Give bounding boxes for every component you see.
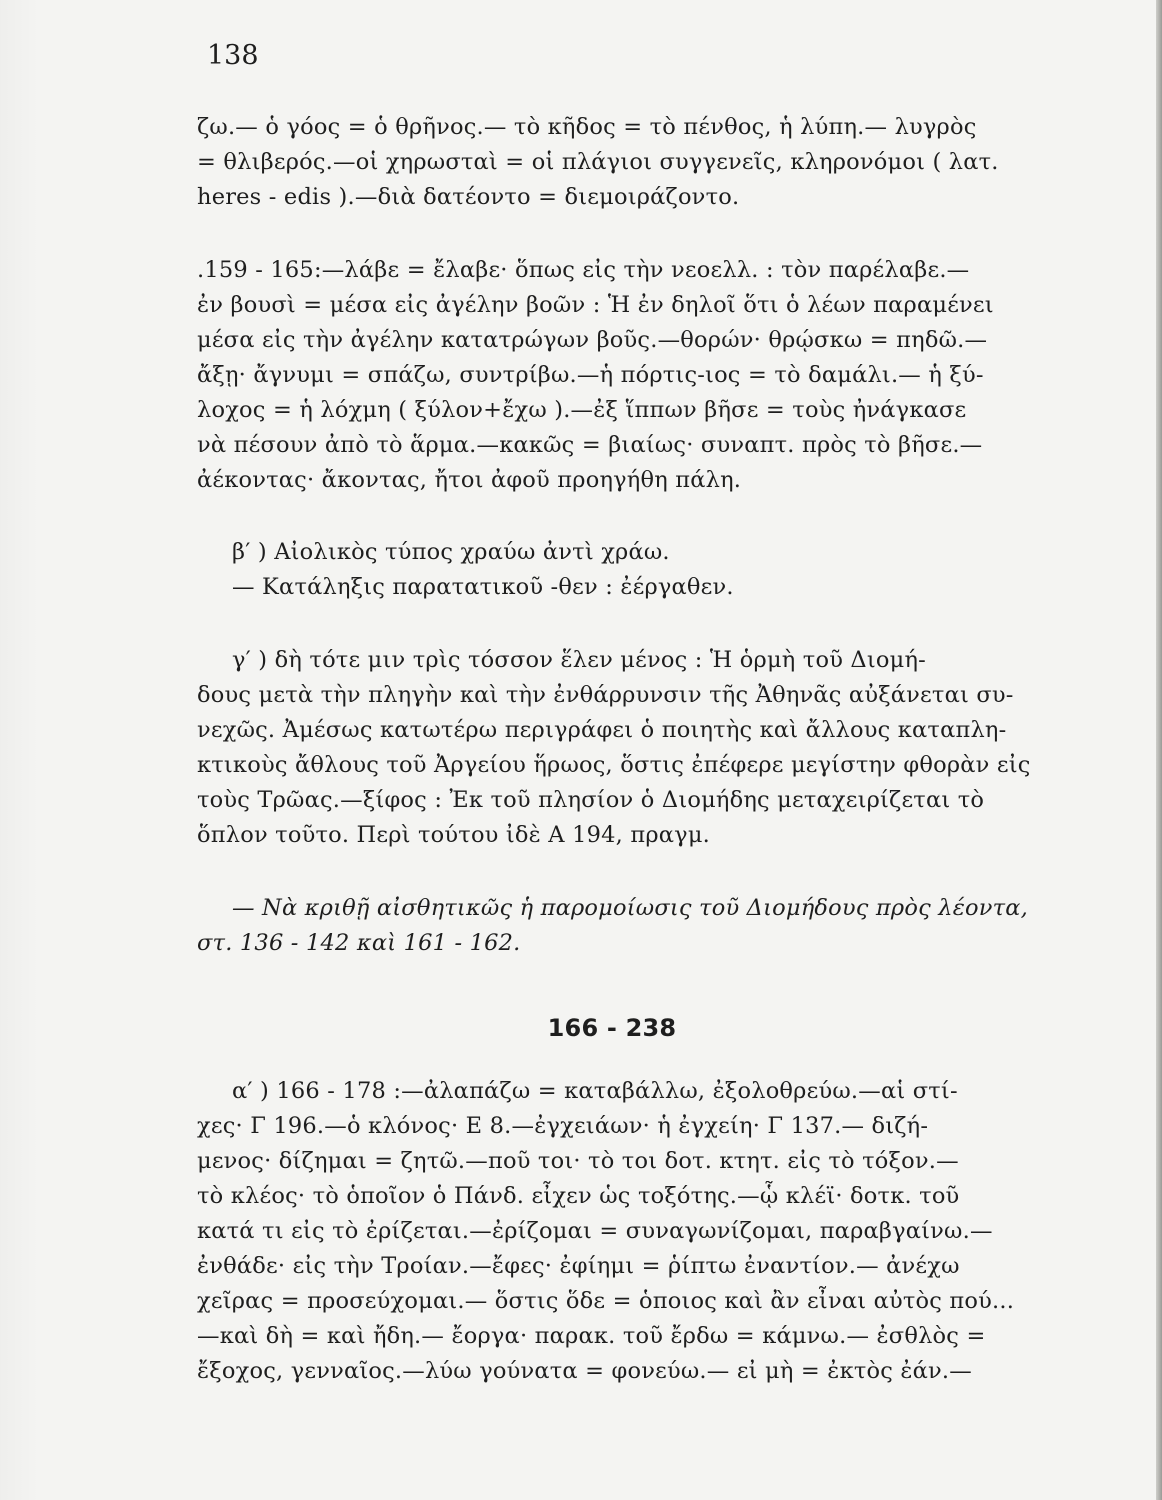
text-line: κατά τι εἰς τὸ ἐρίζεται.—ἐρίζομαι = συναγωνίζομαι, παραβγαίνω.— [197,1218,993,1244]
text-line: α′ ) 166 - 178 :—ἀλαπάζω = καταβάλλω, ἐξολοθρεύω.—αἱ στί- [232,1078,958,1104]
text-line: μέσα εἰς τὴν ἀγέλην κατατρώγων βοῦς.—θορών· θρῴσκω = πηδῶ.— [197,327,988,353]
text-line: ἐνθάδε· εἰς τὴν Τροίαν.—ἔφες· ἐφίημι = ῥίπτω ἐναντίον.— ἀνέχω [197,1253,960,1279]
text-line: heres - edis ).—διὰ δατέοντο = διεμοιράζοντο. [197,184,740,210]
text-line: χεῖρας = προσεύχομαι.— ὅστις ὅδε = ὁποιος καὶ ἂν εἶναι αὐτὸς πού... [197,1288,1015,1314]
text-line: = θλιβερός.—οἱ χηρωσταὶ = οἱ πλάγιοι συγγενεῖς, κληρονόμοι ( λατ. [197,149,999,175]
page-number: 138 [207,40,259,71]
text-line: — Κατάληξις παρατατικοῦ -θεν : ἐέργαθεν. [232,574,734,600]
text-line: τὸ κλέος· τὸ ὁποῖον ὁ Πάνδ. εἶχεν ὡς τοξότης.—ᾧ κλέϊ· δοτκ. τοῦ [197,1183,960,1209]
text-line: ἐν βουσὶ = μέσα εἰς ἀγέλην βοῶν : Ἡ ἐν δηλοῖ ὅτι ὁ λέων παραμένει [197,292,994,318]
text-line: νεχῶς. Ἀμέσως κατωτέρω περιγράφει ὁ ποιητὴς καὶ ἄλλους καταπλη- [197,717,1007,743]
page-edge-shadow [1156,0,1162,1500]
text-line: γ′ ) δὴ τότε μιν τρὶς τόσσον ἕλεν μένος : Ἡ ὁρμὴ τοῦ Διομή- [232,647,926,673]
text-line: τοὺς Τρῶας.—ξίφος : Ἐκ τοῦ πλησίον ὁ Διομήδης μεταχειρίζεται τὸ [197,787,985,813]
text-line: .159 - 165:—λάβε = ἔλαβε· ὅπως εἰς τὴν νεοελλ. : τὸν παρέλαβε.— [197,257,970,283]
text-line: — Νὰ κριθῇ αἰσθητικῶς ἡ παρομοίωσις τοῦ Διομήδους πρὸς λέοντα, [232,895,1028,921]
text-line: κτικοὺς ἄθλους τοῦ Ἀργείου ἥρωος, ὅστις ἐπέφερε μεγίστην φθορὰν εἰς [197,752,1031,778]
section-heading: 166 - 238 [547,1014,677,1042]
text-line: ζω.— ὁ γόος = ὁ θρῆνος.— τὸ κῆδος = τὸ πένθος, ἡ λύπη.— λυγρὸς [197,114,977,140]
text-line: —καὶ δὴ = καὶ ἤδη.— ἔοργα· παρακ. τοῦ ἔρδω = κάμνω.— ἐσθλὸς = [197,1323,986,1349]
text-line: νὰ πέσουν ἀπὸ τὸ ἅρμα.—κακῶς = βιαίως· συναπτ. πρὸς τὸ βῆσε.— [197,432,983,458]
text-line: λοχος = ἡ λόχμη ( ξύλον+ἔχω ).—ἐξ ἵππων βῆσε = τοὺς ἠνάγκασε [197,397,967,423]
text-line: στ. 136 - 142 καὶ 161 - 162. [197,930,521,956]
text-line: χες· Γ 196.—ὁ κλόνος· Ε 8.—ἐγχειάων· ἡ ἐγχείη· Γ 137.— διζή- [197,1113,929,1139]
text-line: β′ ) Αἰολικὸς τύπος χραύω ἀντὶ χράω. [232,539,670,565]
text-line: ὅπλον τοῦτο. Περὶ τούτου ἰδὲ Α 194, πραγμ. [197,822,710,848]
text-line: ἔξοχος, γενναῖος.—λύω γούνατα = φονεύω.— εἰ μὴ = ἐκτὸς ἐάν.— [197,1358,972,1384]
text-line: μενος· δίζημαι = ζητῶ.—ποῦ τοι· τὸ τοι δοτ. κτητ. εἰς τὸ τόξον.— [197,1148,959,1174]
text-line: ἀέκοντας· ἄκοντας, ἤτοι ἀφοῦ προηγήθη πάλη. [197,467,742,493]
text-line: ἄξῃ· ἄγνυμι = σπάζω, συντρίβω.—ἡ πόρτις-ιος = τὸ δαμάλι.— ἡ ξύ- [197,362,984,388]
text-line: δους μετὰ τὴν πληγὴν καὶ τὴν ἐνθάρρυνσιν τῆς Ἀθηνᾶς αὐξάνεται συ- [197,682,1014,708]
